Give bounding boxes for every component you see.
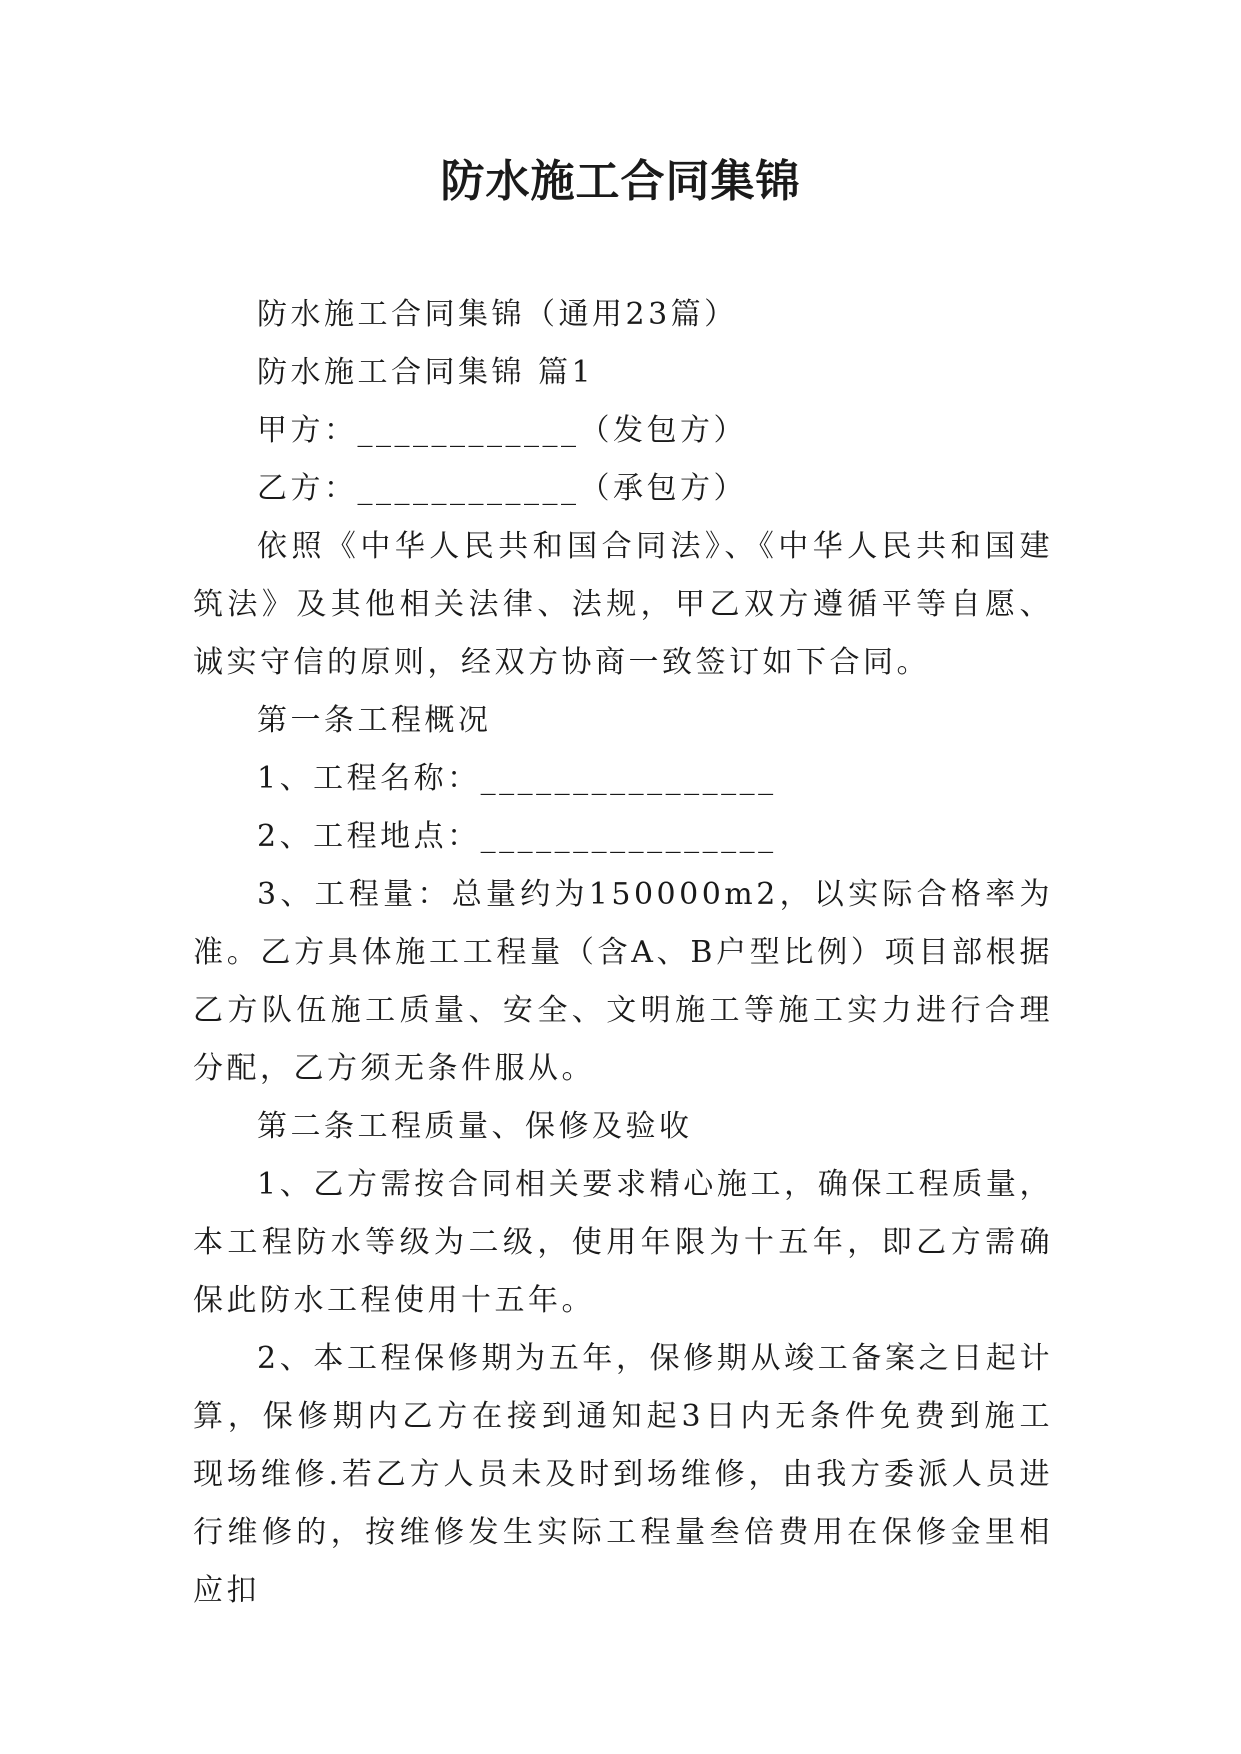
paragraph-quality-requirement: 1、乙方需按合同相关要求精心施工，确保工程质量，本工程防水等级为二级，使用年限为十五年，即乙方需确保此防水工程使用十五年。 <box>193 1167 1053 1318</box>
document-title: 防水施工合同集锦 <box>440 156 801 207</box>
paragraph-article-1-heading: 第一条工程概况 <box>257 703 492 738</box>
paragraph-legal-basis: 依照《中华人民共和国合同法》、《中华人民共和国建筑法》及其他相关法律、法规，甲乙双方遵循平等自愿、诚实守信的原则，经双方协商一致签订如下合同。 <box>193 529 1053 680</box>
paragraph-project-quantity: 3、工程量：总量约为150000m2，以实际合格率为准。乙方具体施工工程量（含A、B户型比例）项目部根据乙方队伍施工质量、安全、文明施工等施工实力进行合理分配，乙方须无条件服从。 <box>193 877 1053 1086</box>
document-body <box>193 286 1053 1620</box>
paragraph-project-name: 1、工程名称：________________ <box>257 761 777 796</box>
paragraph-article-2-heading: 第二条工程质量、保修及验收 <box>257 1109 693 1144</box>
paragraph-warranty-period: 2、本工程保修期为五年，保修期从竣工备案之日起计算，保修期内乙方在接到通知起3日内无条件免费到施工现场维修.若乙方人员未及时到场维修，由我方委派人员进行维修的，按维修发生实际工程量叁倍费用在保修金里相应扣 <box>193 1341 1053 1608</box>
paragraph-project-location: 2、工程地点：________________ <box>257 819 777 854</box>
paragraph-section-heading: 防水施工合同集锦 篇1 <box>257 355 595 390</box>
paragraph-subtitle: 防水施工合同集锦（通用23篇） <box>257 297 738 332</box>
paragraph-party-b: 乙方：____________（承包方） <box>257 471 747 506</box>
paragraph-party-a: 甲方：____________（发包方） <box>257 413 747 448</box>
